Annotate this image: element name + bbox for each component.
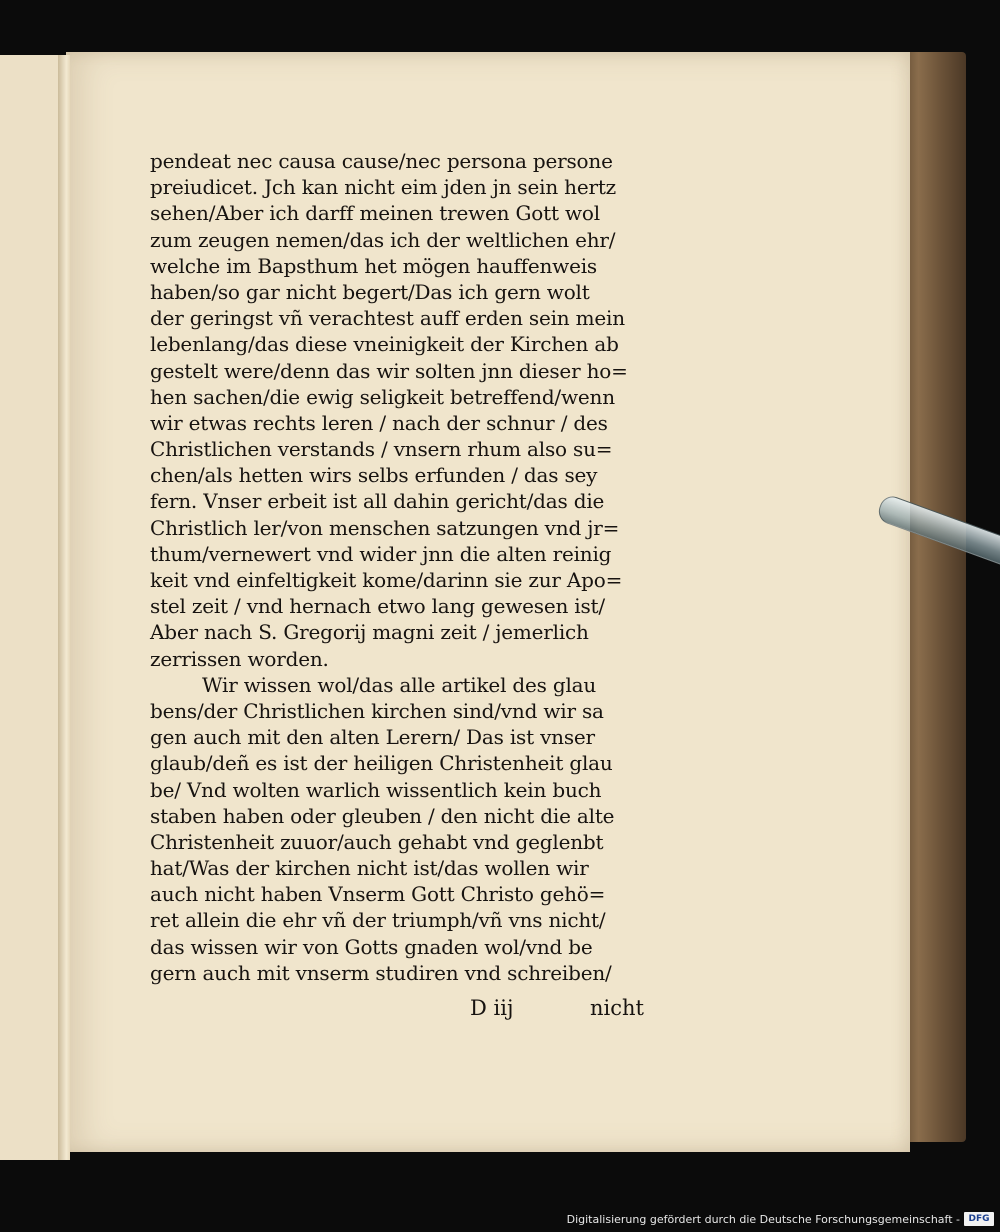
text-line: lebenlang/das diese vneinigkeit der Kirchen ab (150, 332, 619, 357)
dfg-logo-icon: DFG (964, 1212, 994, 1226)
page-footer (470, 996, 660, 1024)
text-line: wir etwas rechts leren / nach der schnur / des (150, 410, 608, 435)
digitization-credit (567, 1210, 994, 1228)
text-line: bens/der Christlichen kirchen sind/vnd wir sa (150, 698, 604, 723)
text-line: gen auch mit den alten Lerern/ Das ist vnser (150, 725, 595, 750)
catchword: nicht (590, 996, 644, 1020)
credit-text: Digitalisierung gefördert durch die Deutsche Forschungsgemeinschaft - (566, 1212, 960, 1226)
text-line: staben haben oder gleuben / den nicht die alte (150, 803, 615, 828)
text-line: hat/Was der kirchen nicht ist/das wollen wir (150, 856, 589, 881)
text-line: sehen/Aber ich darff meinen trewen Gott wol (150, 201, 600, 226)
signature-mark: D iij (470, 996, 514, 1020)
text-line: pendeat nec causa cause/nec persona persone (150, 149, 613, 173)
text-line: preiudicet. Jch kan nicht eim jden jn sein hertz (150, 175, 617, 200)
text-line: chen/als hetten wirs selbs erfunden / das sey (150, 463, 598, 488)
page-text (150, 148, 660, 986)
text-line: glaub/deñ es ist der heiligen Christenheit glau (150, 751, 613, 776)
text-line: auch nicht haben Vnserm Gott Christo gehö= (150, 882, 606, 907)
text-line: be/ Vnd wolten warlich wissentlich kein buch (150, 777, 602, 802)
left-page-edge (0, 55, 66, 1160)
text-line: Christlichen verstands / vnsern rhum also su= (150, 437, 613, 462)
text-line: zum zeugen nemen/das ich der weltlichen ehr/ (150, 227, 616, 252)
text-line: haben/so gar nicht begert/Das ich gern wolt (150, 279, 590, 304)
text-line: gern auch mit vnserm studiren vnd schreiben/ (150, 960, 612, 985)
text-line: hen sachen/die ewig seligkeit betreffend/wenn (150, 384, 615, 409)
book-gutter (58, 55, 70, 1160)
text-line: stel zeit / vnd hernach etwo lang gewesen ist/ (150, 594, 605, 619)
text-line: keit vnd einfeltigkeit kome/darinn sie zur Apo= (150, 568, 623, 592)
text-line: thum/vernewert vnd wider jnn die alten reinig (150, 541, 612, 566)
text-line: Wir wissen wol/das alle artikel des glau (202, 672, 597, 697)
text-line: Christenheit zuuor/auch gehabt vnd geglenbt (150, 829, 604, 854)
text-line: ret allein die ehr vñ der triumph/vñ vns nicht/ (150, 908, 606, 933)
text-line: fern. Vnser erbeit ist all dahin gericht/das die (150, 489, 605, 514)
text-line: der geringst vñ verachtest auff erden sein mein (150, 306, 625, 331)
text-line: zerrissen worden. (150, 646, 329, 671)
text-line: Christlich ler/von menschen satzungen vnd jr= (150, 515, 620, 540)
text-line: das wissen wir von Gotts gnaden wol/vnd be (150, 934, 593, 959)
text-line: gestelt were/denn das wir solten jnn dieser ho= (150, 358, 628, 383)
text-line: Aber nach S. Gregorij magni zeit / jemerlich (150, 620, 589, 645)
text-line: welche im Bapsthum het mögen hauffenweis (150, 253, 597, 278)
